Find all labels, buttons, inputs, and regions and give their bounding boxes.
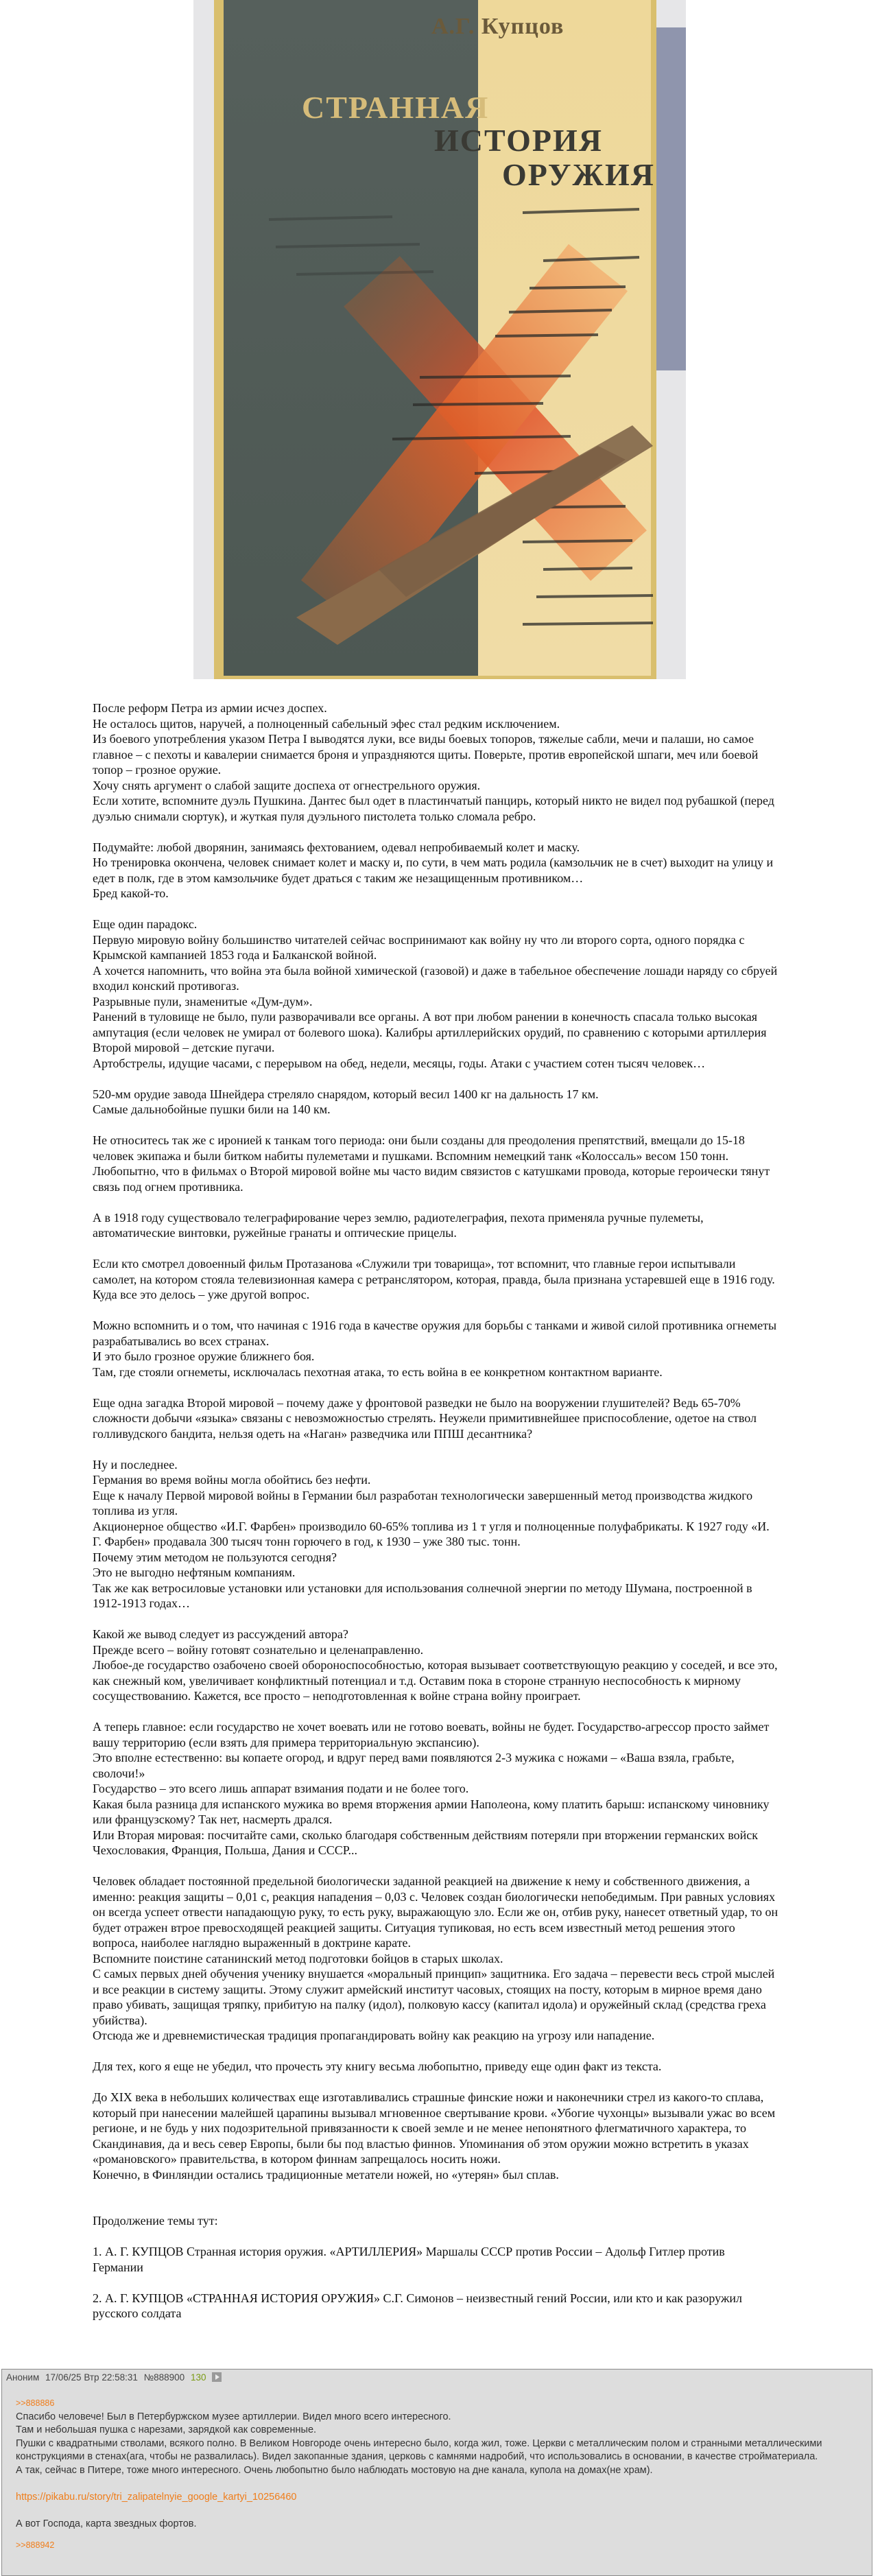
comment-author: Аноним — [6, 2372, 40, 2383]
article-line: Это вполне естественно: вы копаете огород, и вдруг перед вами появляются 2-3 мужика с ножами – «Ваша взяла, грабьте, сволочи!» — [93, 1751, 735, 1780]
article-line: Первую мировую войну большинство читателей сейчас воспринимают как войну ну что ли второго сорта, одного порядка с Крымской кампанией 1853 года и Балканской войной. — [93, 932, 745, 962]
article-line: А хочется напомнить, что война эта была войной химической (газовой) и даже в табельное обеспечение лошади наряду со сбруей входил конский противогаз. — [93, 963, 778, 993]
article-line: Почему этим методом не пользуются сегодня? — [93, 1550, 337, 1564]
article-line: Если кто смотрел довоенный фильм Протазанова «Служили три товарища», тот вспомнит, что главные герои испытывали самолет, на котором стояла телевизионная камера с ретранслятором, которая, правда, была признана устаревшей еще в 1916 году. — [93, 1257, 775, 1286]
comment-line: А так, сейчас в Питере, тоже много интересного. Очень любопытно было наблюдать мостовую на дне канала, купола на домах(не храм). — [16, 2464, 653, 2476]
comment-url-link[interactable]: https://pikabu.ru/story/tri_zalipatelnyie_google_kartyi_10256460 — [16, 2491, 297, 2503]
article-paragraph — [93, 2090, 778, 2182]
comment-header — [6, 2372, 225, 2383]
comment-body — [16, 2397, 866, 2553]
comment-line: Пушки с квадратными стволами, всякого полно. В Великом Новгороде очень интересно было, когда жил, тоже. Церкви с металлическим полом и странными металлическими — [16, 2437, 822, 2449]
continuation-label: Продолжение темы тут: — [93, 2214, 218, 2228]
article-paragraph — [93, 1210, 778, 1241]
article-line: Но тренировка окончена, человек снимает колет и маску и, по сути, в чем мать родила (камзольчик не в счет) выходит на улицу и едет в полк, где в этом камзольчике будет драться с таким же незащищенным противником… — [93, 855, 774, 885]
article-line: Еще к началу Первой мировой войны в Германии был разработан технологически завершенный метод производства жидкого топлива из угля. — [93, 1488, 753, 1517]
comment-date: 17/06/25 Втр 22:58:31 — [45, 2372, 138, 2383]
comment-line: Там и небольшая пушка с нарезами, зарядкой как современные. — [16, 2424, 317, 2435]
article-line: Какой же вывод следует из рассуждений автора? — [93, 1627, 348, 1641]
article-line: Не относитесь так же с иронией к танкам того периода: они были созданы для преодоления препятствий, вмещали до 15-18 человек экипажа и были битком набиты пулеметами и пушками. Вспомним немецкий танк «Колоссаль» весом 150 тонн. — [93, 1133, 745, 1163]
article-line: Любопытно, что в фильмах о Второй мировой войне мы часто видим связистов с катушками провода, которые героически тянут связь под огнем противника. — [93, 1164, 770, 1194]
article-line: Артобстрелы, идущие часами, с перерывом на обед, недели, месяцы, годы. Атаки с участием сотен тысяч человек… — [93, 1056, 706, 1070]
article-line: Любое-де государство озабочено своей обороноспособностью, которая вызывает соответствующую реакцию у соседей, и все это, как снежный ком, увеличивает конфликтный потенциал и т.д. Оставим пока в стороне странную неспособность к мирному сосуществованию. Кажется, все просто – неподготовленная к войне страна войну проиграет. — [93, 1658, 778, 1703]
article-line: Если хотите, вспомните дуэль Пушкина. Дантес был одет в пластинчатый панцирь, который никто не видел под рубашкой (перед дуэлью снимали сюртук), и жуткая пуля дуэльного пистолета только сломала ребро. — [93, 794, 774, 823]
article-line: А в 1918 году существовало телеграфирование через землю, радиотелеграфия, пехота применяла ручные пулеметы, автоматические винтовки, ружейные гранаты и оптические прицелы. — [93, 1210, 704, 1240]
article-line: Какая была разница для испанского мужика во время вторжения армии Наполеона, кому платить барыш: испанскому чиновнику или французскому? Так нет, насмерть дрался. — [93, 1797, 770, 1826]
comment-closing-text: А вот Господа, карта звездных фортов. — [16, 2518, 197, 2529]
article-paragraph — [93, 1719, 778, 1858]
comment-line: Спасибо человече! Был в Петербуржском музее артиллерии. Видел много всего интересного. — [16, 2411, 451, 2422]
article-line: Прежде всего – войну готовят сознательно и целенаправленно. — [93, 1642, 424, 1657]
article-line: Вспомните поистине сатанинский метод подготовки бойцов в старых школах. — [93, 1951, 503, 1965]
comment-line: конструкциями в стенах(ага, чтобы не развалилась). Видел закопанные здания, церковь с камнями надробий, что использовались в основании, в качестве стройматериала. — [16, 2451, 818, 2462]
article-paragraph — [93, 1874, 778, 2044]
comment-post-number[interactable]: №888900 — [143, 2372, 185, 2383]
article-line: Подумайте: любой дворянин, занимаясь фехтованием, одевал непробиваемый колет и маску. — [93, 840, 580, 854]
article-line: С самых первых дней обучения ученику внушается «моральный принцип» защитника. Его задача – перевести весь строй мыслей и все реакции в систему защиты. Этому служит армейский институт часовых, стоящих на посту, которым в мирное время дано право убивать, защищая тряпку, прибитую на палку (идол), полковую кассу (капитал идола) и оружейный склад (средства греха убийства). — [93, 1967, 775, 2027]
article-line: Из боевого употребления указом Петра I выводятся луки, все виды боевых топоров, тяжелые сабли, мечи и палаши, но самое главное – с пехоты и кавалерии снимается броня и упраздняются щиты. Поверьте, против европейской шпаги, меч или боевой топор – грозное оружие. — [93, 732, 759, 777]
comment-rating: 130 — [190, 2372, 206, 2383]
continuation-link-1[interactable]: 1. А. Г. КУПЦОВ Странная история оружия. «АРТИЛЛЕРИЯ» Маршалы СССР против России – Адольф Гитлер против Германии — [93, 2245, 725, 2274]
article-paragraph — [93, 1318, 778, 1380]
article-line: Так же как ветросиловые установки или установки для использования солнечной энергии по методу Шумана, построенной в 1912-1913 годах… — [93, 1581, 752, 1610]
article-paragraph — [93, 1087, 778, 1118]
article-line: Можно вспомнить и о том, что начиная с 1916 года в качестве оружия для борьбы с танками и живой силой противника огнеметы разрабатывались во всех странах. — [93, 1319, 777, 1348]
article-line: Там, где стояли огнеметы, исключалась пехотная атака, то есть война в ее конкретном контактном варианте. — [93, 1364, 663, 1379]
cover-title-line: ИСТОРИЯ — [434, 123, 603, 158]
article-line: Куда все это делось – уже другой вопрос. — [93, 1288, 310, 1301]
article-line: Это не выгодно нефтяным компаниям. — [93, 1565, 296, 1579]
article-line: Бред какой-то. — [93, 886, 169, 900]
article-line: Акционерное общество «И.Г. Фарбен» производило 60-65% топлива из 1 т угля и полноценные полуфабрикаты. К 1927 году «И. Г. Фарбен» продавала 300 тысяч тонн горючего в год, к 1930 – уже 380 тыс. тонн. — [93, 1519, 770, 1548]
article-line: 520-мм орудие завода Шнейдера стреляло снарядом, который весил 1400 кг на дальность 17 км. — [93, 1087, 599, 1101]
article-line: Не осталось щитов, наручей, а полноценный сабельный эфес стал редким исключением. — [93, 716, 560, 731]
reply-link[interactable]: >>888886 — [16, 2398, 55, 2408]
article-line: До XIX века в небольших количествах еще изготавливались страшные финские ножи и наконечники стрел из какого-то сплава, который при нанесении малейшей царапины вызывал мгновенное свертывание крови. «Убогие чухонцы» вызывали ужас во всем регионе, и не будь у них подозрительной привязанности к своей земле и не менее непонятного флегматичного характера, то Скандинавия, да и весь север Европы, были бы под властью финнов. Упоминания об этом оружии можно встретить в указах «романовского» правительства, в котором финнам запрещалось носить ножи. — [93, 2090, 776, 2166]
article-line: Ранений в туловище не было, пули разворачивали все органы. А вот при любом ранении в конечность спасала только высокая ампутация (если человек не умирал от болевого шока). Калибры артиллерийских орудий, по сравнению с которыми артиллерия Второй мировой – детские пугачи. — [93, 1010, 767, 1054]
article-line: Для тех, кого я еще не убедил, что прочесть эту книгу весьма любопытно, приведу еще один факт из текста. — [93, 2059, 662, 2073]
article-line: Государство – это всего лишь аппарат взимания подати и не более того. — [93, 1782, 469, 1795]
play-icon[interactable] — [212, 2372, 222, 2382]
article-line: Еще один парадокс. — [93, 917, 198, 931]
article-line: Разрывные пули, знаменитые «Дум-дум». — [93, 994, 313, 1008]
article-paragraph — [93, 917, 778, 1071]
article-body — [93, 700, 778, 2337]
cover-title-line: ОРУЖИЯ — [502, 157, 655, 192]
book-cover — [214, 0, 656, 679]
comment-post — [1, 2369, 872, 2576]
article-line: Германия во время войны могла обойтись без нефти. — [93, 1473, 371, 1487]
article-line: Хочу снять аргумент о слабой защите доспеха от огнестрельного оружия. — [93, 778, 481, 792]
book-cover-photo — [193, 0, 686, 679]
article-paragraphs — [93, 700, 778, 2182]
article-line: Или Вторая мировая: посчитайте сами, сколько благодаря собственным действиям потеряли при вторжении германских войск Чехословакия, Франция, Польша, Дания и СССР... — [93, 1828, 758, 1857]
article-paragraph — [93, 2059, 778, 2075]
article-line: Ну и последнее. — [93, 1457, 178, 1472]
article-paragraph — [93, 1457, 778, 1611]
article-paragraph — [93, 700, 778, 824]
article-line: Человек обладает постоянной предельной биологически заданной реакцией на движение к нему и собственного движения, а именно: реакция защиты – 0,01 с, реакция нападения – 0,03 с. Человек создан биологически непобедимым. При равных условиях он всегда успеет отвести нападающую руку, то есть руку, выражающую зло. Если же он, отбив руку, нанесет ответный удар, то он будет отражен втрое превосходящей реакцией защиты. Ситуация тупиковая, но есть всем известный метод решения этого вопроса, наиболее наглядно выраженный в доктрине карате. — [93, 1874, 778, 1950]
article-line: После реформ Петра из армии исчез доспех. — [93, 701, 327, 715]
article-paragraph — [93, 1133, 778, 1194]
article-line: Отсюда же и древнемистическая традиция пропагандировать войну как реакцию на угрозу или нападение. — [93, 2029, 655, 2042]
article-line: Конечно, в Финляндии остались традиционные метатели ножей, но «утерян» был сплав. — [93, 2167, 559, 2182]
article-line: И это было грозное оружие ближнего боя. — [93, 1349, 315, 1363]
article-line: А теперь главное: если государство не хочет воевать или не готово воевать, войны не будет. Государство-агрессор просто займет вашу территорию (если взять для примера территориальную экспансию). — [93, 1720, 770, 1749]
article-line: Еще одна загадка Второй мировой – почему даже у фронтовой разведки не было на вооружении глушителей? Ведь 65-70% сложности добычи «языка» связаны с невозможностью стрелять. Неужели примитивнейшее приспособление, одетое на ствол голливудского бандита, нельзя одеть на «Наган» разведчика или ППШ десантника? — [93, 1395, 757, 1441]
article-line: Самые дальнобойные пушки били на 140 км. — [93, 1102, 331, 1116]
article-paragraph — [93, 1256, 778, 1303]
article-paragraph — [93, 840, 778, 901]
cover-title-line: СТРАННАЯ — [302, 90, 490, 125]
cover-author: А.Г. Купцов — [431, 14, 564, 39]
continuation-link-2[interactable]: 2. А. Г. КУПЦОВ «СТРАННАЯ ИСТОРИЯ ОРУЖИЯ» С.Г. Симонов – неизвестный гений России, или кто и как разоружил русского солдата — [93, 2291, 742, 2320]
article-paragraph — [93, 1627, 778, 1704]
article-paragraph — [93, 1395, 778, 1442]
backlink[interactable]: >>888942 — [16, 2540, 55, 2550]
